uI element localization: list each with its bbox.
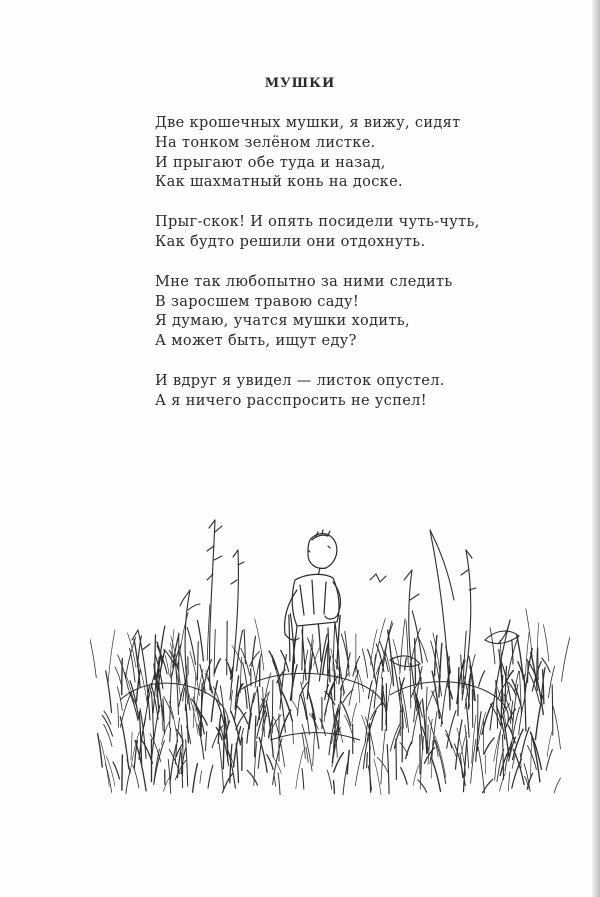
grass-blade [543, 625, 549, 661]
poem-line: Я думаю, учатся мушки ходить, [155, 313, 411, 330]
page-spine-shadow [592, 0, 600, 897]
grass-blade [554, 778, 560, 793]
grass-blade [200, 771, 202, 783]
grass-blade [90, 632, 96, 678]
grass-blade [104, 711, 111, 724]
grass-blade [108, 630, 115, 685]
grass-blade [355, 665, 363, 691]
grass-blade [302, 724, 312, 771]
grass-blade [374, 662, 380, 708]
grass-blade [214, 659, 220, 674]
grass-blade [142, 740, 153, 763]
grass-blade [178, 613, 188, 667]
grass-blade [252, 636, 256, 666]
grass-blade [327, 644, 328, 676]
grass-blade [227, 621, 228, 675]
grass-blade [247, 770, 257, 785]
grass-blade [381, 729, 385, 784]
grass-blade [175, 761, 185, 780]
grass-blade [302, 733, 305, 759]
grass-blade [290, 665, 297, 701]
grass-blade [250, 651, 260, 666]
grass-blade [133, 765, 139, 788]
poem-line: И прыгают обе туда и назад, [155, 154, 386, 171]
grass-blade [131, 732, 132, 760]
grass-blade [478, 712, 486, 745]
grass-blade [370, 629, 377, 665]
grass-blade [170, 673, 172, 727]
grass-blade [334, 781, 335, 794]
grass-blade [495, 732, 501, 780]
grass-blade [396, 739, 397, 779]
grass-blade [383, 621, 392, 670]
stanza-3 [155, 273, 555, 352]
grass-blade [104, 724, 112, 746]
grass-blade [413, 765, 419, 785]
grass-blade [376, 644, 384, 672]
grass-blade [524, 675, 526, 731]
grass-blade [318, 624, 321, 661]
grass-blade [382, 686, 383, 730]
grass-blade [562, 633, 571, 681]
grass-blade [272, 680, 273, 733]
grass-blade [374, 759, 381, 795]
grass-blade [237, 706, 248, 724]
grass-blade [460, 753, 463, 777]
grass-blade [484, 738, 494, 754]
grass-blade [531, 735, 532, 776]
grass-blade [292, 700, 299, 712]
poem-body [155, 114, 555, 432]
grass-blade [494, 724, 503, 762]
poem-line: Мне так любопытно за ними следить [155, 273, 453, 290]
poem-title: МУШКИ [264, 76, 336, 91]
grass-blade [508, 772, 510, 791]
grass-blade [428, 717, 438, 757]
grass-blade [367, 753, 368, 768]
stanza-1 [155, 114, 555, 193]
grass-blade [118, 704, 119, 728]
grass-blade [176, 664, 179, 715]
grass-blade [313, 733, 315, 765]
grass-blade [120, 717, 128, 769]
grass-blade [362, 649, 367, 678]
grass-blade [267, 755, 273, 770]
grass-blade [553, 707, 560, 749]
poem-line: Как будто решили они отдохнуть. [155, 233, 426, 250]
grass-blade [186, 705, 189, 743]
grass-blade [186, 740, 188, 786]
grass-blade [269, 651, 276, 669]
grass-blade [245, 687, 247, 709]
grass-blade [222, 774, 232, 793]
grass-blade [244, 630, 245, 664]
grass-blade [546, 750, 552, 771]
grass-blade [152, 692, 154, 741]
grass-blade [349, 670, 359, 705]
grass-blade [503, 735, 504, 779]
grass-blade [390, 723, 400, 751]
grass-blade [352, 703, 357, 723]
grass-blade [113, 762, 119, 779]
poem-line: Две крошечных мушки, я вижу, сидят [155, 115, 461, 131]
grass-blade [208, 765, 213, 788]
grass-blade [231, 712, 240, 745]
grass-blade [297, 694, 300, 716]
grass-blade [164, 697, 174, 719]
grass-blade [302, 769, 304, 790]
grass-blade [377, 757, 388, 773]
grass-blade [198, 642, 199, 680]
poem-line: А я ничего расспросить не успел! [155, 392, 427, 409]
stanza-4 [155, 372, 555, 412]
grass-blade [512, 640, 513, 664]
grass-blade [517, 635, 524, 679]
grass-blade [447, 711, 456, 749]
grass-blade [387, 745, 389, 794]
grass-blade [126, 770, 130, 794]
poem-line: И вдруг я увидел — листок опустел. [155, 372, 445, 389]
grass-blade [122, 755, 123, 790]
grass-blade [418, 780, 427, 792]
grass-blade [115, 667, 122, 687]
grass-blade [343, 763, 348, 795]
grass-blade [154, 741, 165, 785]
grass-blade [206, 732, 207, 751]
grass-blade [334, 753, 344, 772]
poem-line: На тонком зелёном листке. [155, 134, 376, 151]
poem-line: А может быть, ищут еду? [155, 333, 357, 350]
grass-blade [292, 721, 293, 744]
grass-blade [223, 720, 224, 768]
grass-blade [406, 742, 412, 759]
grass-blade [405, 658, 407, 670]
poem-line: Как шахматный конь на доске. [155, 174, 403, 191]
grass-blade [401, 768, 407, 784]
grass-blade [259, 738, 267, 773]
grass-strokes [90, 605, 570, 795]
boy-in-grass-illustration [90, 510, 570, 800]
poem-line: В заросшем травою саду! [155, 293, 360, 310]
boy-figure [285, 530, 341, 686]
grass-blade [552, 685, 553, 735]
grass-blade [370, 772, 371, 792]
grass-blade [252, 663, 256, 682]
grass-blade [431, 758, 440, 792]
grass-blade [479, 671, 485, 686]
grass-blade [519, 671, 521, 716]
grass-blade [306, 747, 308, 762]
stanza-2 [155, 213, 555, 253]
grass-blade [426, 687, 427, 736]
grass-blade [432, 711, 437, 756]
grass-blade [415, 639, 416, 684]
grass-blade [193, 764, 198, 793]
grass-blade [476, 712, 481, 762]
grass-blade [280, 710, 291, 737]
grass-blade [278, 773, 280, 795]
grass-blade [274, 774, 276, 786]
grass-blade [187, 628, 195, 665]
grass-blade [170, 728, 171, 742]
grass-blade [347, 751, 349, 774]
grass-blade [327, 770, 332, 789]
poem-line: Прыг-скок! И опять посидели чуть-чуть, [155, 214, 480, 231]
grass-blade [98, 734, 103, 767]
